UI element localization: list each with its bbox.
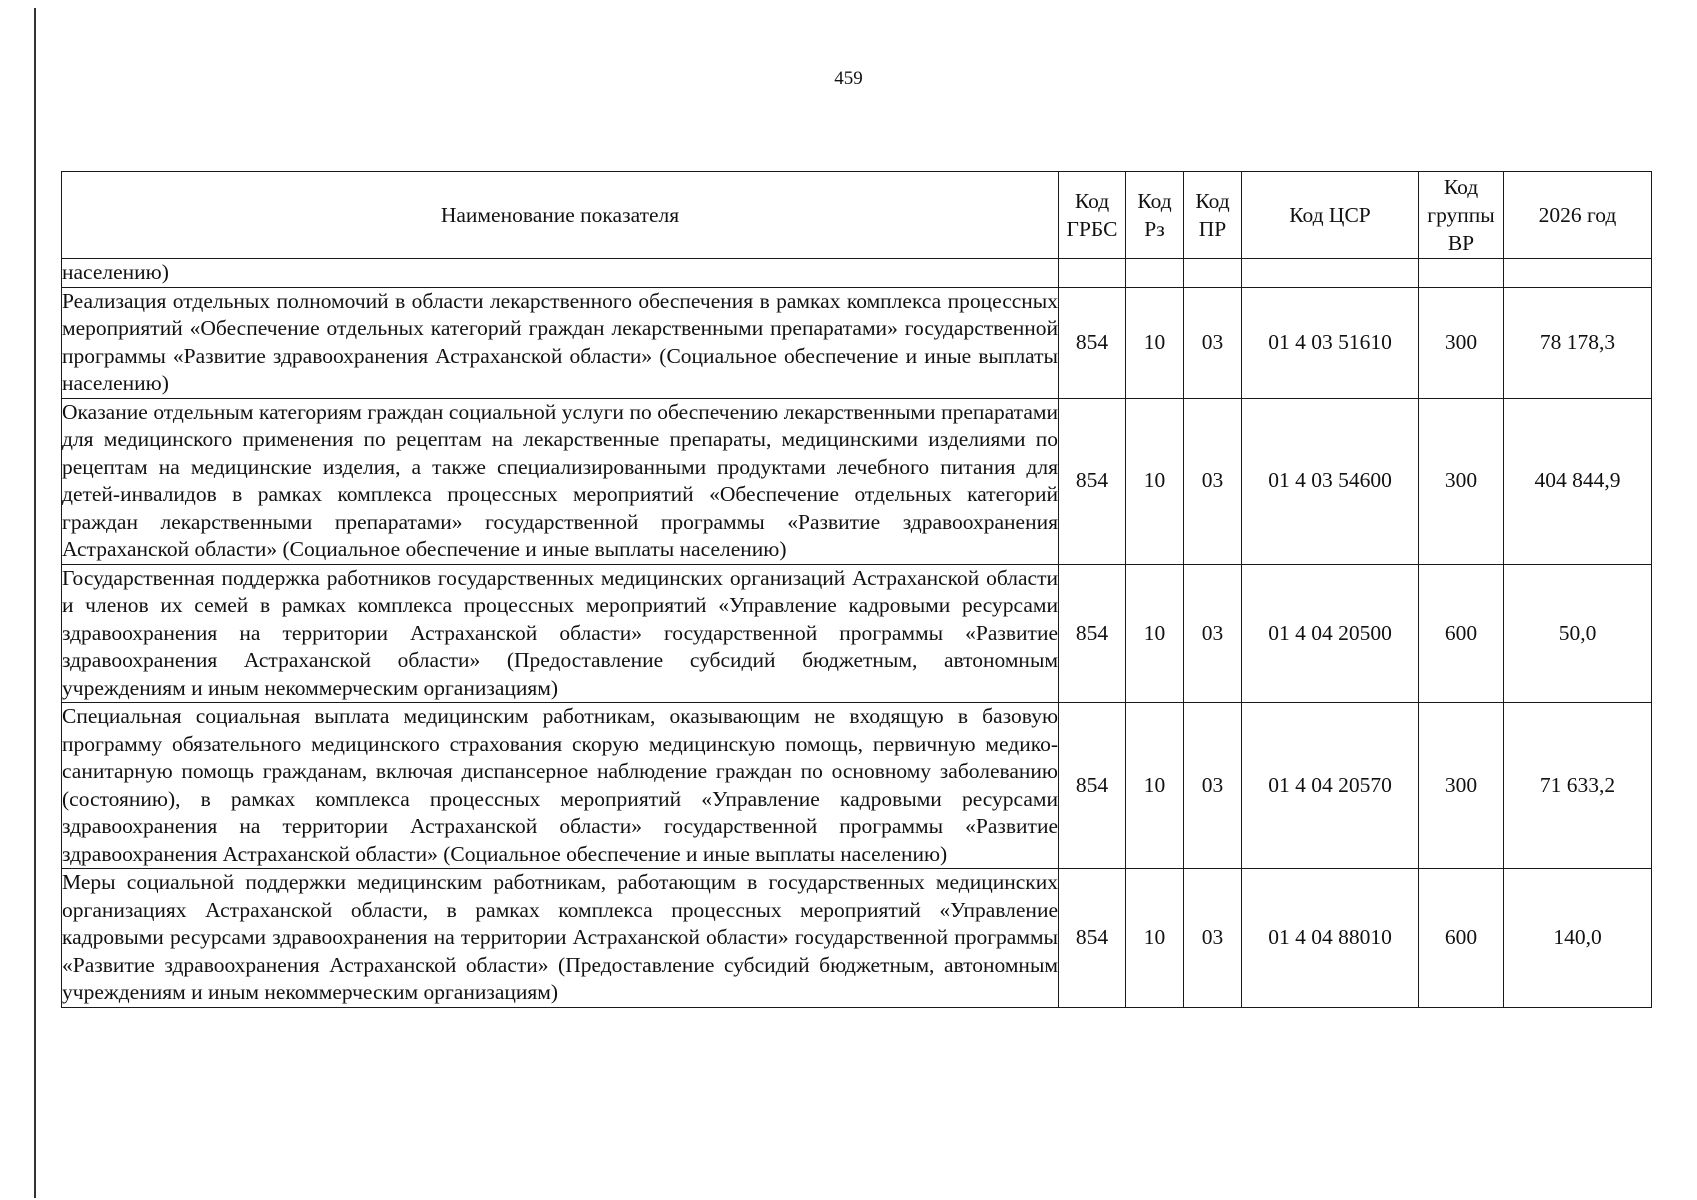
row-vr: 300 bbox=[1419, 398, 1504, 564]
row-pr: 03 bbox=[1184, 703, 1242, 869]
table-row bbox=[62, 398, 1652, 564]
table-row bbox=[62, 564, 1652, 703]
binding-margin-line bbox=[34, 8, 36, 1198]
header-row bbox=[62, 172, 1652, 259]
table-row bbox=[62, 869, 1652, 1008]
row-vr bbox=[1419, 259, 1504, 288]
row-name: Специальная социальная выплата медицинским работникам, оказывающим не входящую в базовую программу обязательного медицинского страхования скорую медицинскую помощь, первичную медико-санитарную помощь гражданам, включая диспансерное наблюдение граждан по основному заболеванию (состоянию), в рамках комплекса процессных мероприятий «Управление кадровыми ресурсами здравоохранения на территории Астраханской области» государственной программы «Развитие здравоохранения Астраханской области» (Социальное обеспечение и иные выплаты населению) bbox=[62, 703, 1059, 869]
table-row bbox=[62, 287, 1652, 398]
row-rz: 10 bbox=[1126, 398, 1184, 564]
row-amount: 78 178,3 bbox=[1504, 287, 1652, 398]
row-amount bbox=[1504, 259, 1652, 288]
row-name: Государственная поддержка работников государственных медицинских организаций Астраханской области и членов их семей в рамках комплекса процессных мероприятий «Управление кадровыми ресурсами здравоохранения на территории Астраханской области» государственной программы «Развитие здравоохранения Астраханской области» (Предоставление субсидий бюджетным, автономным учреждениям и иным некоммерческим организациям) bbox=[62, 564, 1059, 703]
row-name: Оказание отдельным категориям граждан социальной услуги по обеспечению лекарственными препаратами для медицинского применения по рецептам на лекарственные препараты, медицинскими изделиями по рецептам на медицинские изделия, а также специализированными продуктами лечебного питания для детей-инвалидов в рамках комплекса процессных мероприятий «Обеспечение отдельных категорий граждан лекарственными препаратами» государственной программы «Развитие здравоохранения Астраханской области» (Социальное обеспечение и иные выплаты населению) bbox=[62, 398, 1059, 564]
row-amount: 50,0 bbox=[1504, 564, 1652, 703]
row-name: Меры социальной поддержки медицинским работникам, работающим в государственных медицинских организациях Астраханской области, в рамках комплекса процессных мероприятий «Управление кадровыми ресурсами здравоохранения на территории Астраханской области» государственной программы «Развитие здравоохранения Астраханской области» (Предоставление субсидий бюджетным, автономным учреждениям и иным некоммерческим организациям) bbox=[62, 869, 1059, 1008]
row-rz: 10 bbox=[1126, 287, 1184, 398]
header-rz: Код Рз bbox=[1126, 172, 1184, 259]
budget-table bbox=[61, 171, 1652, 1008]
row-csr bbox=[1242, 259, 1419, 288]
row-rz: 10 bbox=[1126, 703, 1184, 869]
row-pr: 03 bbox=[1184, 869, 1242, 1008]
header-year: 2026 год bbox=[1504, 172, 1652, 259]
row-rz: 10 bbox=[1126, 869, 1184, 1008]
page-number: 459 bbox=[834, 68, 863, 89]
table-row bbox=[62, 259, 1652, 288]
row-amount: 140,0 bbox=[1504, 869, 1652, 1008]
row-grbs bbox=[1059, 259, 1126, 288]
row-pr: 03 bbox=[1184, 287, 1242, 398]
table-row bbox=[62, 703, 1652, 869]
row-pr: 03 bbox=[1184, 564, 1242, 703]
row-rz: 10 bbox=[1126, 564, 1184, 703]
header-csr: Код ЦСР bbox=[1242, 172, 1419, 259]
row-rz bbox=[1126, 259, 1184, 288]
header-grbs: Код ГРБС bbox=[1059, 172, 1126, 259]
header-pr: Код ПР bbox=[1184, 172, 1242, 259]
row-amount: 71 633,2 bbox=[1504, 703, 1652, 869]
row-csr: 01 4 04 20500 bbox=[1242, 564, 1419, 703]
row-pr: 03 bbox=[1184, 398, 1242, 564]
header-name: Наименование показателя bbox=[62, 172, 1059, 259]
row-name: Реализация отдельных полномочий в области лекарственного обеспечения в рамках комплекса процессных мероприятий «Обеспечение отдельных категорий граждан лекарственными препаратами» государственной программы «Развитие здравоохранения Астраханской области» (Социальное обеспечение и иные выплаты населению) bbox=[62, 287, 1059, 398]
row-amount: 404 844,9 bbox=[1504, 398, 1652, 564]
row-csr: 01 4 04 20570 bbox=[1242, 703, 1419, 869]
row-grbs: 854 bbox=[1059, 869, 1126, 1008]
row-grbs: 854 bbox=[1059, 564, 1126, 703]
row-grbs: 854 bbox=[1059, 398, 1126, 564]
row-csr: 01 4 04 88010 bbox=[1242, 869, 1419, 1008]
row-csr: 01 4 03 54600 bbox=[1242, 398, 1419, 564]
row-grbs: 854 bbox=[1059, 703, 1126, 869]
row-name: населению) bbox=[62, 259, 1059, 288]
row-csr: 01 4 03 51610 bbox=[1242, 287, 1419, 398]
row-pr bbox=[1184, 259, 1242, 288]
row-grbs: 854 bbox=[1059, 287, 1126, 398]
row-vr: 600 bbox=[1419, 564, 1504, 703]
row-vr: 600 bbox=[1419, 869, 1504, 1008]
row-vr: 300 bbox=[1419, 703, 1504, 869]
row-vr: 300 bbox=[1419, 287, 1504, 398]
header-vr: Код группы ВР bbox=[1419, 172, 1504, 259]
